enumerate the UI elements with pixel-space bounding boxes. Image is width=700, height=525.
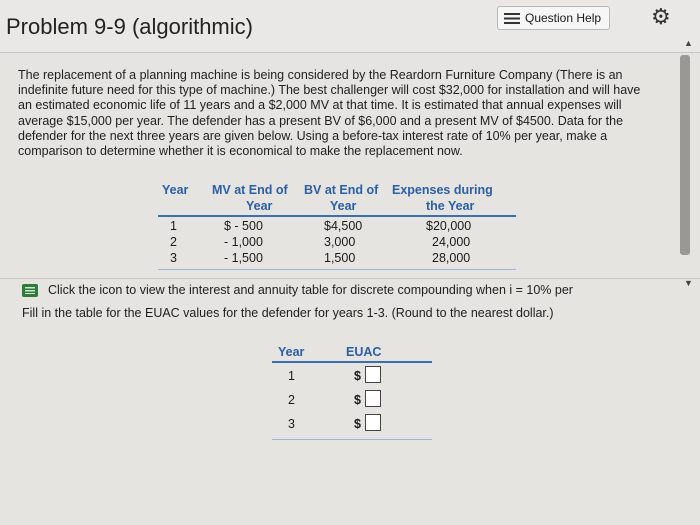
scroll-up-arrow[interactable]: ▲ [684,38,693,48]
defender-table-header [158,181,516,217]
col-expenses-header: Expenses during [392,183,493,197]
currency-symbol: $ [354,369,361,383]
cell-year: 2 [288,393,295,407]
table-row [272,363,432,387]
table-row [272,387,432,411]
euac-table-header [272,343,432,363]
section-divider [0,278,700,279]
table-row [158,235,516,251]
euac-year-3-input[interactable] [365,414,381,431]
col-mv-header: MV at End of [212,183,288,197]
col-bv-header: BV at End of [304,183,379,197]
question-help-label: Question Help [525,11,602,25]
list-icon [504,13,520,24]
euac-table [272,343,432,440]
currency-symbol: $ [354,417,361,431]
euac-year-1-input[interactable] [365,366,381,383]
interest-table-link[interactable] [22,283,573,297]
cell-year: 1 [170,219,177,233]
scrollbar-thumb[interactable] [680,55,690,255]
col-bv-header-line2: Year [330,199,357,213]
cell-mv: $ - 500 [224,219,263,233]
defender-data-table [158,181,516,270]
problem-statement: The replacement of a planning machine is being considered by the Reardorn Furniture Company (There is an indefinite future need for this type of machine.) The best challenger will cost $32,000 for installation and will have an estimated economic life of 11 years and a $2,000 MV at that time. It is estimated that annual expenses will average $15,000 per year. The defender has a present BV of $6,000 and a present MV of $4500. Data for the defender for the next three years are given below. Using a before-tax interest rate of 10% per year, make a comparison to determine whether it is economical to make the replacement now. [18,68,641,159]
col-expenses-header-line2: the Year [426,199,475,213]
table-row [272,411,432,435]
cell-expenses: 24,000 [432,235,471,249]
cell-bv: 3,000 [324,235,356,249]
interest-table-link-text: Click the icon to view the interest and annuity table for discrete compounding when i = 10% per [48,283,573,297]
cell-year: 1 [288,369,295,383]
scroll-down-arrow[interactable]: ▼ [684,278,693,288]
cell-mv: - 1,500 [224,251,263,265]
currency-symbol: $ [354,393,361,407]
col-year-header: Year [162,183,189,197]
cell-expenses: 28,000 [432,251,471,265]
instruction-text: Fill in the table for the EUAC values for the defender for years 1-3. (Round to the nearest dollar.) [22,306,554,320]
page-title: Problem 9-9 (algorithmic) [6,14,253,39]
cell-mv: - 1,000 [224,235,263,249]
table-divider [272,439,432,440]
header-bar [0,0,700,53]
cell-year: 3 [288,417,295,431]
table-row [158,251,516,267]
col-euac-header: EUAC [346,345,382,359]
cell-year: 2 [170,235,177,249]
col-mv-header-line2: Year [246,199,273,213]
cell-bv: $4,500 [324,219,363,233]
cell-expenses: $20,000 [426,219,472,233]
cell-bv: 1,500 [324,251,356,265]
cell-year: 3 [170,251,177,265]
euac-year-2-input[interactable] [365,390,381,407]
gear-icon[interactable]: ⚙ [651,4,671,29]
table-icon[interactable] [22,284,38,297]
col-year-header: Year [278,345,305,359]
table-row [158,219,516,235]
question-help-button[interactable] [497,6,610,30]
table-divider [158,269,516,270]
